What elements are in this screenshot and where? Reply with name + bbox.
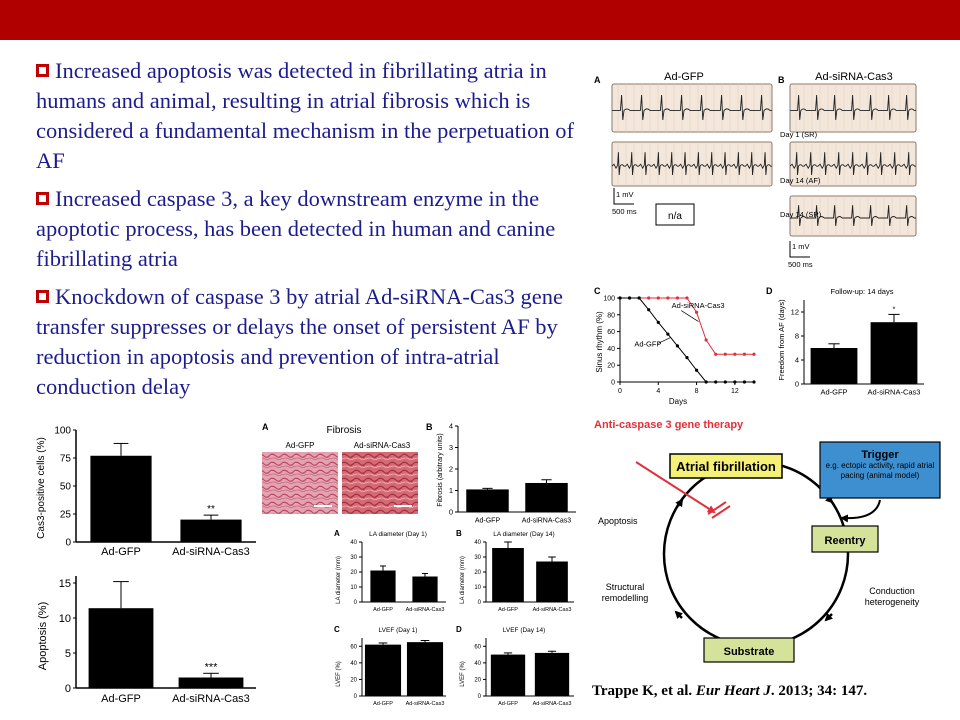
fibrosis-panel-label: B [426,422,433,432]
x-tick-label: 12 [730,388,739,395]
freedom-chart [762,282,932,410]
y-tick-label: 25 [59,509,71,521]
lvef1-ylabel: LVEF (%) [336,661,342,687]
data-point [676,344,679,347]
bullet-item [36,56,576,176]
bar [180,520,241,542]
block-mark-1 [708,502,726,514]
x-tick-label: 0 [618,388,622,395]
data-point [618,296,621,299]
sinus-plot [603,296,755,396]
y-tick-label: 80 [607,312,615,320]
y-tick-label: 4 [448,421,453,431]
bullet-item [36,282,576,402]
scale-mv-right: 1 mV [792,242,810,251]
significance-label: ** [207,504,215,516]
bullet-box-icon [36,290,49,303]
bar [407,642,443,696]
data-point [743,380,746,383]
conduction-wrap [852,586,932,616]
cycle-arrow-4 [676,612,682,618]
data-point [752,353,755,356]
y-tick-label: 50 [59,481,71,493]
y-tick-label: 5 [64,647,71,660]
y-tick-label: 10 [58,612,71,625]
data-point [743,353,746,356]
bullet-text: Increased caspase 3, a key downstream enzyme in the apoptotic process, has been detected in human and canine fibrillating atria [36,186,556,271]
y-tick-label: 20 [350,570,357,577]
lvef1-title: LVEF (Day 1) [378,627,418,634]
bar [365,645,401,696]
data-point [666,296,669,299]
la14-panel-label: B [456,529,462,538]
data-point [733,353,736,356]
lvef14-panel-label: D [456,625,462,634]
citation-authors: Trappe K, et al. [592,683,696,699]
lvef-day1-chart [332,622,452,714]
y-tick-label: 0 [611,379,615,387]
bar [525,483,567,512]
category-label: Ad-siRNA-Cas3 [532,701,572,707]
y-tick-label: 40 [474,660,481,667]
panel-d-label: D [766,286,773,296]
la14-ylabel: LA diameter (mm) [460,556,466,604]
data-point [724,380,727,383]
la1-title: LA diameter (Day 1) [369,531,427,538]
citation [592,683,867,700]
bullet-text: Knockdown of caspase 3 by atrial Ad-siRNA-Cas3 gene transfer suppresses or delays the onset of persistent AF by reduction in apoptosis and prevention of intra-atrial conduction delay [36,284,564,399]
bar [179,678,244,689]
data-point [676,296,679,299]
la1-ylabel: LA diameter (mm) [336,556,342,604]
apoptosis-chart [32,566,262,710]
la-day1-chart [332,526,452,618]
data-point [724,353,727,356]
category-label: Ad-siRNA-Cas3 [172,546,250,558]
x-tick-label: 4 [656,388,661,395]
bar [535,653,569,696]
y-tick-label: 0 [353,694,357,701]
series-label-sirna: Ad-siRNA-Cas3 [671,301,725,311]
histology-figure [258,420,426,520]
histology-image-sirna [342,452,418,514]
x-tick-label: 8 [694,388,699,395]
la1-plot [350,540,446,613]
y-tick-label: 0 [65,537,71,549]
fibrosis-chart [424,418,584,526]
category-label: Ad-GFP [373,607,393,613]
ecg-label-day1: Day 1 (SR) [780,130,818,139]
scale-ms-left: 500 ms [612,207,637,216]
conduction-node-label: Conduction heterogeneity [864,586,920,607]
category-label: Ad-siRNA-Cas3 [405,701,445,707]
ecg-strip-gfp-day14af [612,142,772,186]
y-tick-label: 4 [794,355,799,365]
y-tick-label: 30 [350,555,357,562]
y-tick-label: 20 [474,570,481,577]
lvef14-ylabel: LVEF (%) [460,661,466,687]
y-tick-label: 12 [790,307,799,317]
header-bar [0,0,960,40]
histology-left-label: Ad-GFP [285,441,315,450]
cycle-arrow-1 [678,500,682,506]
ecg-title-sirna: Ad-siRNA-Cas3 [815,71,893,83]
y-tick-label: 40 [607,345,615,353]
bar [811,348,858,384]
data-point [657,321,660,324]
significance-label: * [892,304,896,314]
y-tick-label: 60 [607,329,615,337]
category-label: Ad-siRNA-Cas3 [867,387,921,397]
af-cycle-diagram [586,414,946,676]
category-label: Ad-siRNA-Cas3 [521,517,572,525]
la14-title: LA diameter (Day 14) [493,531,555,538]
category-label: Ad-siRNA-Cas3 [172,693,250,705]
ecg-label-day14af: Day 14 (AF) [780,176,821,185]
histology-panel-label: A [262,422,269,432]
ecg-panel-b-label: B [778,75,785,85]
category-label: Ad-GFP [498,607,518,613]
y-tick-label: 10 [350,585,357,592]
data-point [733,380,736,383]
citation-rest: . 2013; 34: 147. [770,683,868,699]
bar [491,655,525,696]
y-tick-label: 0 [794,379,799,389]
bar [89,608,154,688]
scale-mv-left: 1 mV [616,190,634,199]
data-point [666,333,669,336]
category-label: Ad-GFP [820,387,848,397]
af-label: Atrial fibrillation [676,459,776,474]
bar [90,456,151,542]
y-tick-label: 0 [477,694,481,701]
data-point [714,380,717,383]
fibrosis-ylabel: Fibrosis (arbitrary units) [437,433,444,507]
category-label: Ad-siRNA-Cas3 [405,607,445,613]
bullet-box-icon [36,192,49,205]
sinus-xlabel: Days [668,397,688,406]
trigger-text: e.g. ectopic activity, rapid atrial pacing (animal model) [825,461,935,480]
bar [370,571,395,603]
category-label: Ad-siRNA-Cas3 [532,607,572,613]
bullet-text: Increased apoptosis was detected in fibrillating atria in humans and animal, resulting in atrial fibrosis which is considered a fundamental mechanism in the perpetuation of AF [36,58,574,173]
y-tick-label: 20 [607,362,615,370]
data-point [647,296,650,299]
data-point [705,380,708,383]
structural-node-label: Structural remodelling [601,582,649,603]
data-point [714,353,717,356]
y-tick-label: 40 [350,660,357,667]
ecg-panel-a-label: A [594,75,601,85]
fibrosis-plot [449,422,576,525]
apoptosis-node-label: Apoptosis [598,516,638,526]
ecg-label-day14sr: Day 14 (SR) [780,210,822,219]
freedom-title: Follow-up: 14 days [830,287,894,296]
data-point [705,338,708,341]
bar [412,577,437,603]
data-point [752,380,755,383]
y-tick-label: 60 [350,644,357,651]
y-tick-label: 0 [64,682,71,695]
ecg-figure [592,66,922,276]
block-mark-2 [712,506,730,518]
lvef1-panel-label: C [334,625,340,634]
therapy-label [594,419,744,431]
bullet-list [36,56,576,410]
y-tick-label: 2 [448,464,453,474]
bar [536,562,568,603]
y-tick-label: 40 [350,540,357,547]
histology-title: Fibrosis [326,425,362,436]
y-tick-label: 100 [54,425,71,437]
bar [871,322,918,384]
y-tick-label: 8 [794,331,799,341]
sinus-rhythm-chart [590,282,760,410]
la-day14-chart [452,526,582,618]
series-label-gfp: Ad-GFP [634,339,662,349]
y-tick-label: 75 [59,453,71,465]
category-label: Ad-GFP [474,517,501,525]
trigger-arrow [842,500,880,518]
y-tick-label: 0 [353,600,357,607]
data-point [695,369,698,372]
lvef14-title: LVEF (Day 14) [502,627,546,634]
ecg-strip-gfp-day1 [612,84,772,132]
bar [466,489,508,512]
y-tick-label: 1 [448,486,453,496]
data-point [685,356,688,359]
apoptosis-plot [59,576,256,705]
y-tick-label: 15 [58,577,71,590]
scale-ms-right: 500 ms [788,260,813,269]
category-label: Ad-GFP [101,693,141,705]
y-tick-label: 0 [477,600,481,607]
freedom-plot [791,300,924,397]
data-point [685,296,688,299]
y-tick-label: 20 [350,677,357,684]
bar [492,548,524,602]
la14-plot [474,540,574,613]
cas3-ylabel: Cas3-positive cells (%) [36,437,47,539]
lvef1-plot [350,638,446,707]
na-text: n/a [668,211,682,222]
y-tick-label: 40 [474,540,481,547]
lvef-day14-chart [452,622,582,714]
y-tick-label: 20 [474,677,481,684]
data-point [638,296,641,299]
cas3-plot [54,426,256,559]
trigger-text-wrap [824,461,936,497]
apoptosis-ylabel: Apoptosis (%) [37,601,49,671]
category-label: Ad-GFP [498,701,518,707]
data-point [628,296,631,299]
y-tick-label: 100 [603,295,615,303]
bullet-box-icon [36,64,49,77]
citation-journal: Eur Heart J [695,683,771,699]
trigger-title: Trigger [861,449,899,461]
lvef14-plot [474,638,574,707]
freedom-ylabel: Freedom from AF (days) [777,299,786,381]
ecg-strip-sirna-day1 [790,84,916,132]
cycle-arrow-3 [826,614,832,620]
bullet-item [36,184,576,274]
y-tick-label: 30 [474,555,481,562]
data-point [695,311,698,314]
y-tick-label: 0 [448,507,453,517]
category-label: Ad-GFP [101,546,141,558]
la1-panel-label: A [334,529,340,538]
data-point [647,308,650,311]
data-point [657,296,660,299]
category-label: Ad-GFP [373,701,393,707]
y-tick-label: 60 [474,644,481,651]
cas3-chart [32,418,262,568]
ecg-strip-bg [612,142,772,186]
histology-image-gfp [262,452,338,514]
reentry-label: Reentry [824,535,866,547]
y-tick-label: 10 [474,585,481,592]
ecg-title-gfp: Ad-GFP [664,71,704,83]
ecg-strip-bg [612,84,772,132]
panel-c-label: C [594,286,601,296]
structural-wrap [590,582,660,612]
significance-label: *** [204,661,218,674]
y-tick-label: 3 [448,443,453,453]
sinus-ylabel: Sinus rhythm (%) [595,311,604,373]
histology-right-label: Ad-siRNA-Cas3 [353,441,411,450]
therapy-label-text: Anti-caspase 3 gene therapy [594,419,744,431]
substrate-label: Substrate [723,646,775,658]
